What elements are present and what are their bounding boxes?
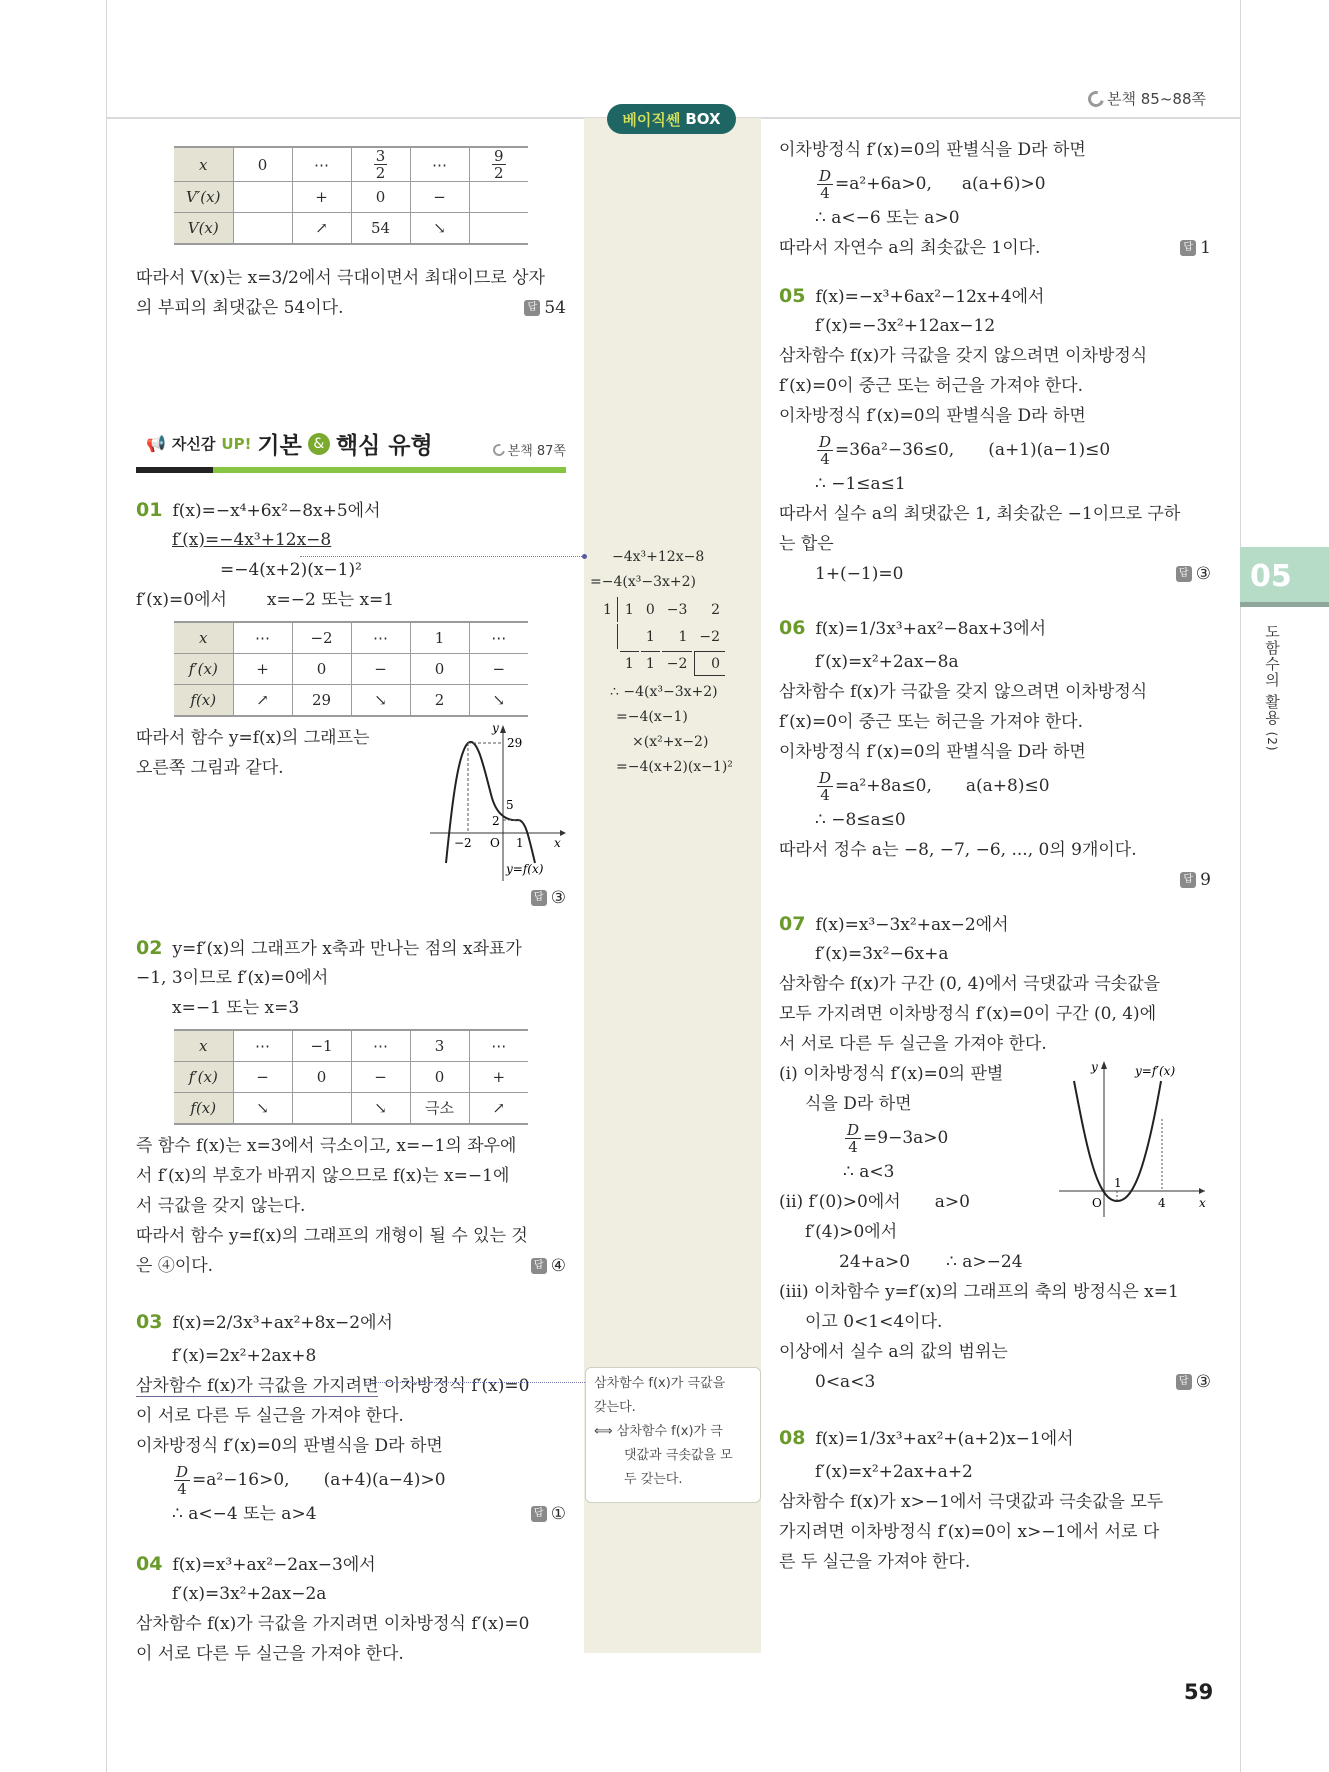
svg-text:y: y: [1091, 1060, 1098, 1074]
problem-01: 01 f(x)=−x⁴+6x²−8x+5에서: [136, 499, 381, 521]
answer-mark: 답 ①: [531, 1499, 566, 1529]
right-column: 이차방정식 f′(x)=0의 판별식을 D라 하면 $\frac{D}{4}$ =a²+6a>0, a(a+6)>0 ∴ a<−6 또는 a>0 따라서 자연수 a의 최솟값은 1이다. 답 1 05 f(x)=−x³+6ax²−12x+4에서 f′(x)=−3x²+12ax−12 삼차함수 f(x)가 극값을 갖지 않으려면 이차방정식 f′(x)=0이 중근 또는 허근을 가져야 한다. 이차방정식 f′(x)=0의 판별식을 D라 하면 $\frac{D}{4}$ =36a²−36≤0, (a+1)(a−1)≤0 ∴ −1≤a≤1 따라서 실수 a의 최댓값은 1, 최솟값은 −1이므로 구하 는 합은 1+(−1)=0 답 ③ 06 f(x)=1/3x³+ax²−8ax+3에서 f′(x)=x²+2ax−8a 삼차함수 f(x)가 극값을 갖지 않으려면 이차방정식 f′(x)=0이 중근 또는 허근을 가져야 한다. 이차방정식 f′(x)=0의 판별식을 D라 하면 $\frac{D}{4}$ =a²+8a≤0, a(a+8)≤0 ∴ −8≤a≤0 따라서 정수 a는 −8, −7, −6, ..., 0의 9개이다. 답 9 07 f(x)=x³−3x²+ax−2에서 f′(x)=3x²−6x+a 삼차함수 f(x)가 구간 (0, 4)에서 극댓값과 극솟값을 모두 가지려면 이차방정식 f′(x)=0이 구간 (0, 4)에 서 서로 다른 두 실근을 가져야 한다. (i) 이차방정식 f′(x)=0의 판별 식을 D라 하면 $\frac{D}{4}$ =9−3a>0 ∴ a<3 (ii) f′(0)>0에서 a>0 f′(4)>0에서 24+a>0 ∴ a>−24 (iii) 이차함수 y=f′(x)의 그래프의 축의 방정식은 x=1 이고 0<1<4이다. 이상에서 실수 a의 값의 범위는 0<a<3 답 ③ y y=f′(x) O 1 4 x 08 f(x)=1/3x³+ax²+(a+2)x−1에서 f′(x)=x²+2ax+a+2 삼차함수 f(x)가 x>−1에서 극댓값과 극솟값을 모두 가지려면 이차방정식 f′(x)=0이 x>−1에서 서로 다 른 두 실근을 가져야 한다.: [779, 140, 1211, 1572]
problem-04: 04 f(x)=x³+ax²−2ax−3에서: [136, 1553, 376, 1575]
answer-icon: 답: [1176, 1374, 1192, 1390]
variation-table-02: x ⋯ −1 ⋯ 3 ⋯ f′(x) − 0 − 0 + f(x) ↘ ↘ 극소 ↗: [174, 1029, 528, 1125]
answer-mark: 답 ③: [1176, 1367, 1211, 1397]
svg-text:5: 5: [506, 798, 514, 812]
page-number: 59: [1184, 1680, 1214, 1704]
answer-icon: 답: [531, 890, 547, 906]
factoring-notes: −4x³+12x−8 =−4(x³−3x+2): [590, 549, 705, 590]
variation-table-V: x 0 ⋯ $\frac{3}{2}$ ⋯ $\frac{9}{2}$ V′(x) + 0 − V(x) ↗ 54 ↘: [174, 146, 528, 245]
problem-02: 02 y=f′(x)의 그래프가 x축과 만나는 점의 x좌표가: [136, 937, 522, 959]
svg-text:O: O: [490, 836, 500, 850]
connector-dot: [582, 554, 587, 559]
answer-icon: 답: [531, 1506, 547, 1522]
chapter-tab[interactable]: 05: [1240, 547, 1329, 607]
answer-icon: 답: [1180, 240, 1196, 256]
svg-text:2: 2: [492, 814, 500, 828]
page-border-left: [106, 0, 107, 1772]
svg-text:x: x: [554, 836, 561, 850]
section-header: 📢 자신감 UP! 기본 & 핵심 유형 본책 87쪽: [136, 425, 566, 473]
reference-icon: [1085, 88, 1107, 110]
chapter-title: 도함수의 활용 (2): [1263, 624, 1281, 752]
answer-mark: 답 ③: [1176, 559, 1211, 589]
answer-icon: 답: [1180, 872, 1196, 888]
answer-mark: 답 1: [1180, 233, 1211, 263]
left-column-problems: 01 f(x)=−x⁴+6x²−8x+5에서 f′(x)=−4x³+12x−8 =−4(x+2)(x−1)² f′(x)=0에서 x=−2 또는 x=1 x ⋯ −2 ⋯ 1 ⋯ f′(x) + 0 − 0 − f(x) ↗ 29 ↘ 2 ↘ 따라서 함수 y=f(x)의 그래프는 오른쪽 그림과 같다. y 29 5 2 −2 O 1 x y=f(x) 답 ③ 02 y=f′(x)의 그래프가 x축과 만나는 점의 x좌표가 −1, 3이므로 f′(x)=0에서 x=−1 또는 x=3 x ⋯ −1 ⋯ 3 ⋯ f′(x) − 0 − 0 + f(x) ↘ ↘ 극소 ↗ 즉 함수 f(x)는 x=3에서 극소이고, x=−1의 좌우에 서 f′(x)의 부호가 바뀌지 않으므로 f(x)는 x=−1에 서 극값을 갖지 않는다. 따라서 함수 y=f(x)의 그래프의 개형이 될 수 있는 것 은 ④이다. 답 ④ 03 f(x)=2/3x³+ax²+8x−2에서 f′(x)=2x²+2ax+8 삼차함수 f(x)가 극값을 가지려면 이차방정식 f′(x)=0 이 서로 다른 두 실근을 가져야 한다. 이차방정식 f′(x)=0의 판별식을 D라 하면 $\frac{D}{4}$ =a²−16>0, (a+4)(a−4)>0 ∴ a<−4 또는 a>4 답 ① 04 f(x)=x³+ax²−2ax−3에서 f′(x)=3x²+2ax−2a 삼차함수 f(x)가 극값을 가지려면 이차방정식 f′(x)=0 이 서로 다른 두 실근을 가져야 한다.: [136, 495, 566, 1669]
factoring-result: ∴ −4(x³−3x+2) =−4(x−1) ×(x²+x−2) =−4(x+2)(x−1)²: [610, 684, 733, 775]
svg-text:y=f(x): y=f(x): [506, 862, 544, 876]
problem-05: 05 f(x)=−x³+6ax²−12x+4에서: [779, 285, 1045, 307]
answer-icon: 답: [531, 1258, 547, 1274]
answer-icon: 답: [524, 300, 540, 316]
svg-text:1: 1: [1114, 1176, 1122, 1190]
problem-08: 08 f(x)=1/3x³+ax²+(a+2)x−1에서: [779, 1427, 1074, 1449]
problem-03: 03 f(x)=2/3x³+ax²+8x−2에서: [136, 1311, 393, 1333]
synthetic-division: 1 1 0 −3 2 1 1 −2 1 1 −2 0: [596, 595, 727, 678]
svg-text:4: 4: [1158, 1196, 1166, 1210]
section-reference: 본책 87쪽: [493, 440, 566, 459]
basic-box-badge: 베이직쎈 BOX: [607, 104, 736, 134]
answer-mark: 답 ③: [531, 883, 566, 913]
svg-text:−2: −2: [454, 836, 472, 850]
megaphone-icon: 📢: [146, 434, 166, 453]
problem-06: 06 f(x)=1/3x³+ax²−8ax+3에서: [779, 617, 1047, 639]
svg-text:y=f′(x): y=f′(x): [1135, 1064, 1176, 1078]
svg-text:y: y: [492, 723, 499, 735]
page-border-right: [1240, 0, 1241, 1772]
textbook-reference: 본책 85~88쪽: [1088, 88, 1206, 109]
conclusion-line: 따라서 V(x)는 x=3/2에서 극대이면서 최대이므로 상자: [136, 268, 545, 288]
tip-box: 삼차함수 f(x)가 극값을 갖는다. ⟺ 삼차함수 f(x)가 극 댓값과 극솟값을 모 두 갖는다.: [585, 1367, 761, 1503]
quartic-graph: [430, 723, 566, 883]
left-column-top: [136, 140, 566, 323]
problem-07: 07 f(x)=x³−3x²+ax−2에서: [779, 913, 1009, 935]
answer-mark: 답 54: [524, 293, 566, 323]
reference-icon: [490, 441, 506, 457]
conclusion-line: 의 부피의 최댓값은 54이다. 답 54: [136, 293, 566, 323]
answer-mark: 답 9: [1180, 865, 1211, 895]
svg-text:1: 1: [516, 836, 524, 850]
svg-text:x: x: [1199, 1196, 1206, 1210]
parabola-graph: [1059, 1059, 1211, 1219]
svg-text:29: 29: [507, 736, 523, 750]
svg-text:O: O: [1092, 1196, 1102, 1210]
variation-table-01: x ⋯ −2 ⋯ 1 ⋯ f′(x) + 0 − 0 − f(x) ↗ 29 ↘ 2 ↘: [174, 621, 528, 717]
answer-mark: 답 ④: [531, 1251, 566, 1281]
answer-icon: 답: [1176, 566, 1192, 582]
